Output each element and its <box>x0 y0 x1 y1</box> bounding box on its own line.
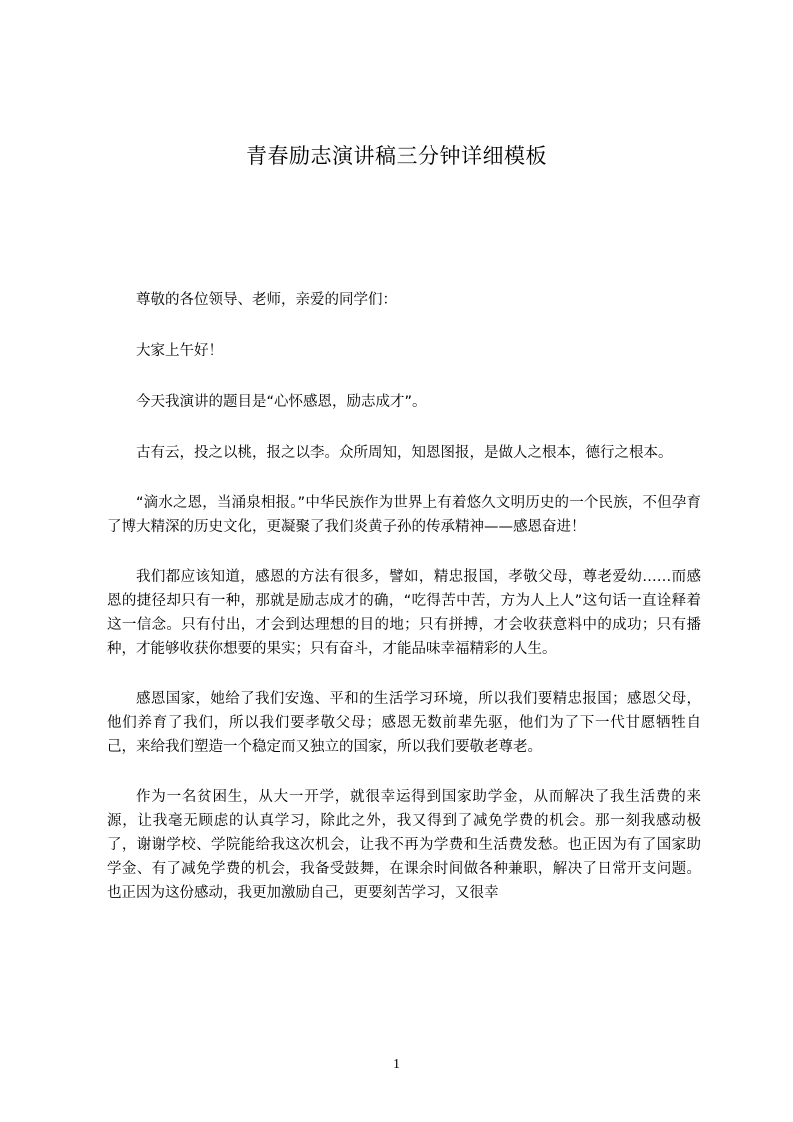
paragraph-good-morning: 大家上午好！ <box>136 343 223 359</box>
paragraph-gratitude-country-parents: 感恩国家，她给了我们安逸、平和的生活学习环境，所以我们要精忠报国；感恩父母，他们养育了我们，所以我们要孝敬父母；感恩无数前辈先驱，他们为了下一代甘愿牺牲自己，来给我们塑造一个稳定而又独立的国家，所以我们要敬老尊老。 <box>107 691 701 755</box>
paragraph-poor-student: 作为一名贫困生，从大一开学，就很幸运得到国家助学金，从而解决了我生活费的来源，让我毫无顾虑的认真学习，除此之外，我又得到了减免学费的机会。那一刻我感动极了，谢谢学校、学院能给我这次机会，让我不再为学费和生活费发愁。也正因为有了国家助学金、有了减免学费的机会，我备受鼓舞，在课余时间做各种兼职，解决了日常开支问题。也正因为这份感动，我更加激励自己，更要刻苦学习，又很幸 <box>107 789 701 901</box>
paragraph-water-drop: “滴水之恩，当涌泉相报。”中华民族作为世界上有着悠久文明历史的一个民族，不但孕育了博大精深的历史文化，更凝聚了我们炎黄子孙的传承精神——感恩奋进！ <box>107 495 701 535</box>
document-body <box>107 288 701 931</box>
page-number: 1 <box>393 1057 400 1072</box>
paragraph-greeting: 尊敬的各位领导、老师，亲爱的同学们： <box>136 292 397 308</box>
paragraph-topic: 今天我演讲的题目是“心怀感恩，励志成才”。 <box>136 394 427 410</box>
paragraph-ancient-saying: 古有云，投之以桃，报之以李。众所周知，知恩图报，是做人之根本，德行之根本。 <box>136 445 673 461</box>
paragraph-ways-of-gratitude: 我们都应该知道，感恩的方法有很多，譬如，精忠报国，孝敬父母，尊老爱幼……而感恩的捷径却只有一种，那就是励志成才的确，“吃得苦中苦，方为人上人”这句话一直诠释着这一信念。只有付出，才会到达理想的目的地；只有拼搏，才会收获意料中的成功；只有播种，才能够收获你想要的果实；只有奋斗，才能品味幸福精彩的人生。 <box>107 569 701 657</box>
document-title: 青春励志演讲稿三分钟详细模板 <box>246 144 547 168</box>
